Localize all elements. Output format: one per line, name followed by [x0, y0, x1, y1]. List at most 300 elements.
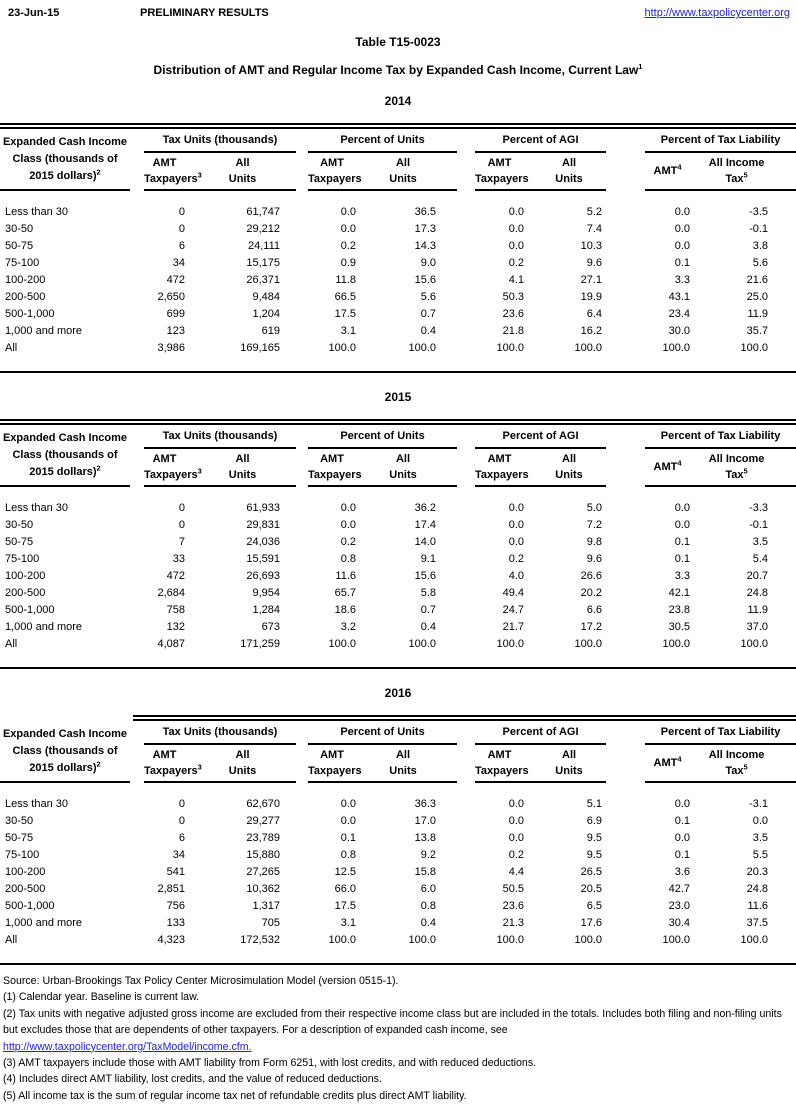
cell-value: 20.2	[580, 587, 603, 599]
gap-cell	[296, 602, 308, 619]
cell-value: 0.0	[508, 223, 525, 235]
group-header-percent-of-tax-liability: Percent of Tax Liability	[645, 425, 796, 448]
cell-value: 17.3	[414, 223, 437, 235]
row-label: 30-50	[5, 519, 34, 531]
cell-value: 0.1	[674, 815, 691, 827]
cell-value: 0.1	[674, 553, 691, 565]
cell-value: 0.0	[674, 502, 691, 514]
gap-cell	[130, 323, 144, 340]
cell-value: 43.1	[668, 291, 691, 303]
gap-cell	[606, 306, 645, 323]
source-note: Source: Urban-Brookings Tax Policy Center Microsimulation Model (version 0515-1).	[3, 975, 399, 987]
cell-value: 0	[178, 798, 185, 810]
table-row	[0, 500, 796, 517]
gap-cell	[296, 323, 308, 340]
gap-cell	[296, 534, 308, 551]
table-row	[0, 238, 796, 255]
cell-value: 541	[166, 866, 185, 878]
cell-value: 15,175	[246, 257, 281, 269]
gap-cell	[296, 813, 308, 830]
cell-value: 6.9	[586, 815, 603, 827]
col-header-all-income-tax: All Income Tax$^5$	[705, 152, 796, 190]
cell-value: 0.0	[508, 206, 525, 218]
cell-value: 0.4	[420, 917, 437, 929]
gap-cell	[457, 619, 475, 636]
cell-value: 26.5	[580, 866, 603, 878]
row-label: Less than 30	[5, 206, 68, 218]
table-row	[0, 585, 796, 602]
row-label: All	[5, 342, 18, 354]
cell-value: 0.2	[508, 257, 525, 269]
gap-cell	[606, 517, 645, 534]
col-header-all-units: All Units	[536, 152, 606, 190]
cell-value: 0.0	[508, 815, 525, 827]
cell-value: 0.0	[340, 519, 357, 531]
taxpolicycenter-link[interactable]: http://www.taxpolicycenter.org	[644, 7, 790, 19]
gap-column	[296, 721, 308, 782]
gap-cell	[457, 864, 475, 881]
cell-value: 23.8	[668, 604, 691, 616]
gap-cell	[606, 602, 645, 619]
cell-value: 0.7	[420, 604, 437, 616]
date-label: 23-Jun-15	[8, 7, 60, 19]
cell-value: 3.2	[340, 621, 357, 633]
cell-value: 24,036	[246, 536, 281, 548]
cell-value: 24,111	[248, 240, 281, 252]
cell-value: 6	[178, 832, 185, 844]
row-label: 30-50	[5, 815, 34, 827]
cell-value: 0	[178, 519, 185, 531]
cell-value: 25.0	[746, 291, 769, 303]
table-number: Table T15-0023	[355, 35, 441, 49]
gap-cell	[606, 323, 645, 340]
cell-value: 3.8	[752, 240, 769, 252]
cell-value: 65.7	[334, 587, 357, 599]
cell-value: 26,693	[246, 570, 281, 582]
cell-value: 0.0	[508, 519, 525, 531]
gap-cell	[130, 204, 144, 221]
col-header-amt-taxpayers: AMT Taxpayers	[475, 744, 536, 782]
cell-value: 42.1	[668, 587, 691, 599]
row-label: 75-100	[5, 849, 40, 861]
gap-cell	[457, 932, 475, 949]
cell-value: 172,532	[240, 934, 281, 946]
cell-value: 11.6	[335, 570, 357, 582]
distribution-table	[0, 425, 796, 653]
cell-value: 6	[178, 240, 185, 252]
col-header-all-income-tax: All Income Tax$^5$	[705, 744, 796, 782]
cell-value: 21.8	[502, 325, 525, 337]
cell-value: 673	[261, 621, 281, 633]
cell-value: 27.1	[580, 274, 603, 286]
cell-value: 33	[172, 553, 185, 565]
gap-cell	[457, 272, 475, 289]
gap-cell	[296, 221, 308, 238]
cell-value: 9.6	[586, 553, 603, 565]
cell-value: 0.0	[508, 502, 525, 514]
cell-value: 169,165	[240, 342, 281, 354]
cell-value: 0	[178, 502, 185, 514]
gap-cell	[296, 881, 308, 898]
gap-cell	[457, 340, 475, 357]
gap-cell	[457, 915, 475, 932]
gap-cell	[606, 551, 645, 568]
cell-value: 5.6	[420, 291, 437, 303]
gap-cell	[606, 238, 645, 255]
gap-cell	[606, 830, 645, 847]
cell-value: 0	[178, 223, 185, 235]
cell-value: 3.6	[674, 866, 691, 878]
gap-cell	[606, 500, 645, 517]
gap-column	[606, 721, 645, 782]
cell-value: 5.5	[752, 849, 769, 861]
gap-cell	[457, 534, 475, 551]
row-label: 50-75	[5, 240, 34, 252]
table-row	[0, 898, 796, 915]
cell-value: 9.5	[586, 832, 603, 844]
gap-cell	[606, 585, 645, 602]
table-row	[0, 636, 796, 653]
gap-cell	[606, 813, 645, 830]
gap-cell	[130, 796, 144, 813]
cell-value: 15.6	[414, 274, 437, 286]
gap-column	[606, 425, 645, 486]
cell-value: 0.8	[340, 849, 357, 861]
row-label: 100-200	[5, 570, 46, 582]
cell-value: 21.3	[502, 917, 525, 929]
gap-cell	[606, 898, 645, 915]
table-row	[0, 847, 796, 864]
gap-cell	[130, 272, 144, 289]
group-header-percent-of-agi: Percent of AGI	[475, 425, 606, 448]
gap-cell	[130, 500, 144, 517]
cell-value: 100.0	[408, 934, 437, 946]
cell-value: 26.6	[580, 570, 603, 582]
table-row	[0, 534, 796, 551]
cell-value: 100.0	[408, 342, 437, 354]
cell-value: 5.6	[752, 257, 769, 269]
row-label-header: Expanded Cash Income Class (thousands of 2015 dollars)$^2$	[0, 721, 130, 782]
gap-cell	[606, 289, 645, 306]
cell-value: 0.0	[674, 240, 691, 252]
gap-column	[296, 425, 308, 486]
table-row	[0, 306, 796, 323]
footnote-2: (2) Tax units with negative adjusted gross income are excluded from their respective income class but are included in the totals. Includes both filing and non-filing units but excludes those that are dependents of other taxpayers. For a description of expanded cash income, see	[3, 1007, 782, 1037]
cell-value: 21.7	[502, 621, 525, 633]
cell-value: 37.0	[746, 621, 769, 633]
cell-value: 0.2	[340, 536, 357, 548]
cell-value: 15.6	[414, 570, 437, 582]
table-header	[0, 425, 796, 486]
gap-cell	[130, 864, 144, 881]
cell-value: 100.0	[328, 934, 357, 946]
cell-value: 0.9	[340, 257, 357, 269]
cell-value: 6.5	[586, 900, 603, 912]
col-header-all-units: All Units	[205, 152, 296, 190]
cell-value: 0.1	[340, 832, 357, 844]
cell-value: 0.0	[508, 798, 525, 810]
gap-cell	[296, 272, 308, 289]
gap-cell	[296, 551, 308, 568]
cell-value: 62,670	[246, 798, 281, 810]
cell-value: 36.5	[414, 206, 437, 218]
cell-value: 3.3	[674, 570, 691, 582]
gap-cell	[130, 898, 144, 915]
gap-cell	[457, 551, 475, 568]
cell-value: 16.2	[580, 325, 603, 337]
group-header-percent-of-units: Percent of Units	[308, 721, 457, 744]
page-title-text: Distribution of AMT and Regular Income Tax by Expanded Cash Income, Current Law	[153, 63, 639, 77]
col-header-all-units: All Units	[370, 448, 457, 486]
gap-cell	[130, 255, 144, 272]
cell-value: 0.0	[340, 502, 357, 514]
table-row	[0, 551, 796, 568]
cell-value: 34	[172, 257, 185, 269]
cell-value: 0.0	[674, 832, 691, 844]
cell-value: 17.5	[334, 308, 357, 320]
cell-value: 7	[178, 536, 185, 548]
cell-value: 9.0	[420, 257, 437, 269]
cell-value: 11.9	[747, 604, 769, 616]
gap-cell	[606, 568, 645, 585]
footnote-4: (4) Includes direct AMT liability, lost credits, and the value of reduced deductions.	[3, 1073, 382, 1086]
cell-value: 9.8	[586, 536, 603, 548]
cell-value: 0.0	[674, 206, 691, 218]
cell-value: 10,362	[246, 883, 281, 895]
cell-value: 133	[166, 917, 185, 929]
cell-value: 23.6	[502, 900, 525, 912]
cell-value: 50.5	[502, 883, 525, 895]
cell-value: 100.0	[662, 342, 691, 354]
gap-cell	[606, 847, 645, 864]
gap-column	[457, 425, 475, 486]
cell-value: 2,851	[157, 883, 185, 895]
cell-value: 23.0	[668, 900, 691, 912]
footnote-5: (5) All income tax is the sum of regular income tax net of refundable credits plus direct AMT liability.	[3, 1089, 467, 1102]
row-label: 30-50	[5, 223, 34, 235]
cell-value: 100.0	[496, 934, 525, 946]
gap-column	[130, 721, 144, 782]
row-label: 100-200	[5, 866, 46, 878]
cell-value: 3.1	[340, 917, 357, 929]
cell-value: 11.6	[747, 900, 769, 912]
cell-value: 756	[166, 900, 185, 912]
cell-value: 0.0	[752, 815, 769, 827]
group-header-percent-of-agi: Percent of AGI	[475, 721, 606, 744]
cell-value: 3.5	[752, 536, 769, 548]
row-label: 100-200	[5, 274, 46, 286]
cell-value: 100.0	[574, 342, 603, 354]
group-header-percent-of-units: Percent of Units	[308, 129, 457, 152]
col-header-amt-taxpayers: AMT Taxpayers	[308, 448, 370, 486]
gap-cell	[130, 534, 144, 551]
cell-value: 26,371	[246, 274, 281, 286]
cell-value: 23,789	[246, 832, 281, 844]
cell-value: 37.5	[746, 917, 769, 929]
gap-cell	[130, 340, 144, 357]
cell-value: 23.4	[668, 308, 691, 320]
cell-value: 42.7	[668, 883, 691, 895]
gap-cell	[606, 255, 645, 272]
row-label-header: Expanded Cash Income Class (thousands of 2015 dollars)$^2$	[0, 129, 130, 190]
col-header-amt-taxpayers: AMT Taxpayers	[475, 152, 536, 190]
year-section	[0, 94, 796, 373]
gap-cell	[130, 289, 144, 306]
table-row	[0, 813, 796, 830]
cell-value: 0	[178, 206, 185, 218]
gap-cell	[296, 830, 308, 847]
cell-value: 0.0	[340, 815, 357, 827]
gap-cell	[130, 830, 144, 847]
col-header-all-units: All Units	[536, 744, 606, 782]
row-label: 200-500	[5, 587, 46, 599]
cell-value: 17.5	[334, 900, 357, 912]
col-header-amt: AMT$^4$	[645, 152, 705, 190]
gap-cell	[606, 881, 645, 898]
cell-value: 49.4	[502, 587, 525, 599]
col-header-amt-taxpayers: AMT Taxpayers	[475, 448, 536, 486]
cell-value: 24.8	[746, 883, 769, 895]
gap-cell	[296, 500, 308, 517]
cell-value: 36.3	[414, 798, 437, 810]
group-header-percent-of-units: Percent of Units	[308, 425, 457, 448]
cell-value: 0.0	[508, 832, 525, 844]
cell-value: 17.0	[414, 815, 437, 827]
gap-cell	[457, 306, 475, 323]
cell-value: 100.0	[740, 638, 769, 650]
footnote-2-link-line	[3, 1039, 792, 1055]
table-row	[0, 568, 796, 585]
gap-cell	[130, 551, 144, 568]
title-footnote-marker: 1	[638, 62, 643, 71]
gap-cell	[296, 796, 308, 813]
gap-cell	[130, 847, 144, 864]
income-definition-link[interactable]: http://www.taxpolicycenter.org/TaxModel/income.cfm.	[3, 1040, 252, 1053]
cell-value: 2,684	[157, 587, 185, 599]
cell-value: 0.8	[340, 553, 357, 565]
gap-cell	[457, 602, 475, 619]
gap-column	[130, 129, 144, 190]
cell-value: 23.6	[502, 308, 525, 320]
gap-cell	[130, 568, 144, 585]
preliminary-results-label: PRELIMINARY RESULTS	[140, 7, 269, 19]
cell-value: 11.8	[335, 274, 357, 286]
gap-cell	[606, 932, 645, 949]
cell-value: 0.2	[340, 240, 357, 252]
gap-cell	[606, 272, 645, 289]
gap-cell	[457, 238, 475, 255]
cell-value: 30.4	[668, 917, 691, 929]
row-label: 1,000 and more	[5, 621, 83, 633]
cell-value: 4.4	[508, 866, 525, 878]
row-label: 500-1,000	[5, 308, 55, 320]
cell-value: 9,484	[252, 291, 281, 303]
cell-value: 472	[166, 570, 185, 582]
cell-value: 9,954	[252, 587, 281, 599]
footnote-1: (1) Calendar year. Baseline is current law.	[3, 991, 200, 1004]
cell-value: 0.1	[674, 257, 691, 269]
cell-value: 20.5	[580, 883, 603, 895]
cell-value: 3.5	[752, 832, 769, 844]
table-row	[0, 830, 796, 847]
year-section	[0, 390, 796, 669]
page-header	[0, 5, 796, 19]
gap-cell	[606, 796, 645, 813]
row-label: 50-75	[5, 832, 34, 844]
gap-cell	[457, 636, 475, 653]
gap-cell	[130, 306, 144, 323]
cell-value: -3.1	[749, 798, 769, 810]
cell-value: 27,265	[246, 866, 281, 878]
cell-value: 705	[261, 917, 281, 929]
cell-value: 100.0	[496, 638, 525, 650]
table-row	[0, 881, 796, 898]
cell-value: 5.8	[420, 587, 437, 599]
gap-cell	[606, 864, 645, 881]
cell-value: 0.2	[508, 849, 525, 861]
row-label: 200-500	[5, 291, 46, 303]
gap-cell	[296, 932, 308, 949]
cell-value: 17.2	[580, 621, 603, 633]
table-row	[0, 864, 796, 881]
cell-value: 9.1	[420, 553, 437, 565]
year-heading: 2015	[384, 390, 412, 404]
table-body	[0, 782, 796, 949]
cell-value: 132	[166, 621, 185, 633]
cell-value: 1,284	[252, 604, 281, 616]
footnotes	[0, 965, 796, 1110]
cell-value: 30.0	[668, 325, 691, 337]
cell-value: 17.4	[414, 519, 437, 531]
table-row	[0, 796, 796, 813]
row-label: 50-75	[5, 536, 34, 548]
table-row	[0, 221, 796, 238]
gap-cell	[296, 517, 308, 534]
gap-cell	[457, 898, 475, 915]
gap-cell	[457, 585, 475, 602]
gap-cell	[296, 864, 308, 881]
sections-container	[0, 94, 796, 965]
gap-cell	[606, 340, 645, 357]
cell-value: 0.8	[420, 900, 437, 912]
cell-value: 171,259	[240, 638, 281, 650]
row-label: 75-100	[5, 257, 40, 269]
cell-value: 100.0	[740, 934, 769, 946]
cell-value: 12.5	[334, 866, 357, 878]
gap-cell	[457, 813, 475, 830]
group-header-percent-of-tax-liability: Percent of Tax Liability	[645, 129, 796, 152]
year-heading: 2014	[384, 94, 412, 108]
cell-value: 4.1	[508, 274, 525, 286]
gap-cell	[130, 602, 144, 619]
table-row	[0, 340, 796, 357]
cell-value: 61,747	[246, 206, 281, 218]
table-header	[0, 721, 796, 782]
row-label: 500-1,000	[5, 604, 55, 616]
cell-value: 36.2	[414, 502, 437, 514]
group-header-tax-units: Tax Units (thousands)	[144, 129, 296, 152]
gap-cell	[130, 813, 144, 830]
cell-value: 100.0	[408, 638, 437, 650]
row-label-header: Expanded Cash Income Class (thousands of 2015 dollars)$^2$	[0, 425, 130, 486]
gap-cell	[130, 619, 144, 636]
gap-cell	[130, 585, 144, 602]
gap-cell	[130, 915, 144, 932]
row-label: Less than 30	[5, 798, 68, 810]
table-row	[0, 255, 796, 272]
cell-value: 0.7	[420, 308, 437, 320]
cell-value: 7.2	[586, 519, 603, 531]
